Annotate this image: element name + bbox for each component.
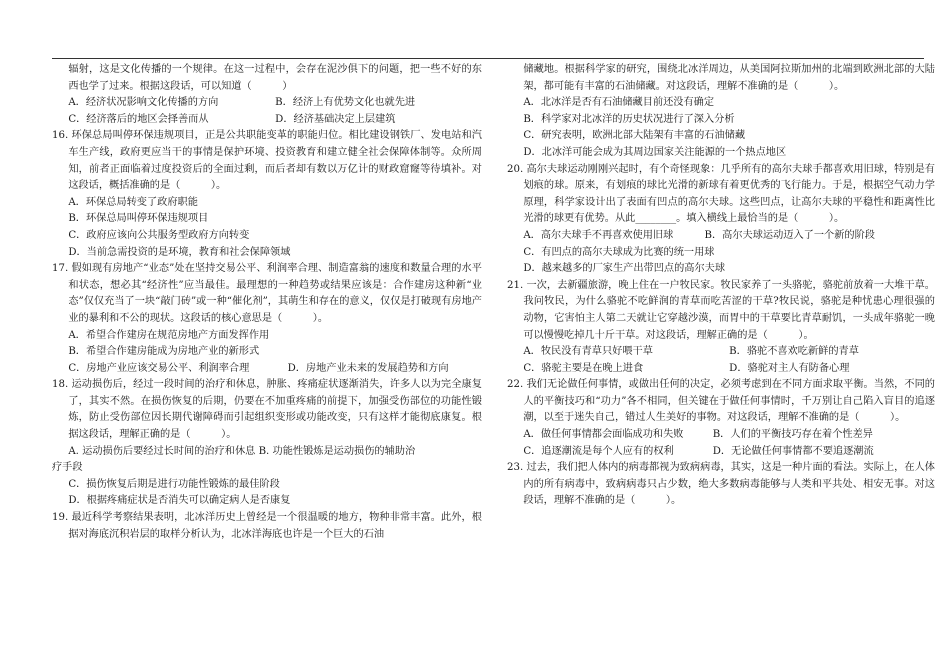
question-22-option-a: A．做任何事情都会面临成功和失败 xyxy=(523,429,684,441)
question-20-stem: 20. 高尔夫球运动刚刚兴起时，有个奇怪现象：几乎所有的高尔夫球手都喜欢用旧球，特别是有划痕的球。原来，有划痕的球比光滑的新球有着更优秀的飞行能力。于是，根据空气动力学原理，科学家设计出了表面有凹点的高尔夫球。这些凹点，让高尔夫球的平稳性和距离性比光滑的球更有优势。从此________。填入横线上最恰当的是（ ）。 xyxy=(507,163,935,225)
question-16-option-d: D．当前急需投资的是环境，教育和社会保障领域 xyxy=(68,246,291,258)
question-21-option-d: D．骆驼对主人有防备心理 xyxy=(729,362,850,374)
question-15-option-a: A．经济状况影响文化传播的方向 xyxy=(68,97,219,109)
question-15-tail: 辐射，这是文化传播的一个规律。在这一过程中，会存在泥沙俱下的问题，把一些不好的东西也学了过来。根据这段话，可以知道（ ） xyxy=(68,64,482,92)
left-column xyxy=(52,62,482,543)
question-19-option-c: C．研究表明，欧洲北部大陆架有丰富的石油储藏 xyxy=(523,130,746,142)
question-17-options-row-cd xyxy=(52,361,482,378)
question-19-option-b: B．科学家对北冰洋的历史状况进行了深入分析 xyxy=(523,113,735,125)
question-15-options-row-1 xyxy=(52,95,482,112)
question-22-stem: 22. 我们无论做任何事情，或做出任何的决定，必须考虑到在不同方面求取平衡。当然，不同的人的平衡技巧和“功力”各不相同，但关键在于做任何事情时，千万别让自己陷入盲目的追逐潮，以至于迷失自己，错过人生美好的事物。对这段话，理解不准确的是（ ）。 xyxy=(507,379,935,424)
question-15-option-c: C．经济落后的地区会择善而从 xyxy=(68,113,209,125)
question-21-stem: 21. 一次，去新疆旅游，晚上住在一户牧民家。牧民家养了一头骆驼，骆驼前放着一大堆干草。我问牧民，为什么骆驼不吃鲜润的青草而吃苦涩的干草?牧民说，骆驼是种忧患心理很强的动物，它害怕主人第二天就让它穿越沙漠，而胃中的干草要比青草耐饥，一头成年骆驼一晚可以慢慢吃掉几十斤干草。对这段话，理解正确的是（ ）。 xyxy=(507,279,935,341)
question-17-option-a: A．希望合作建房在规范房地产方面发挥作用 xyxy=(68,329,270,341)
question-22-option-d: D．无论做任何事情都不要追逐潮流 xyxy=(712,445,874,457)
question-18-option-b-tail: 疗手段 xyxy=(52,462,83,474)
question-17-option-c: C．房地产业应该交易公平、利润率合理 xyxy=(68,362,250,374)
right-column xyxy=(507,62,935,510)
question-22-option-c: C．追逐潮流是每个人应有的权利 xyxy=(523,445,674,457)
question-20-options-row-1 xyxy=(507,228,935,245)
question-18-option-ab: A. 运动损伤后要经过长时间的治疗和休息 B. 功能性锻炼是运动损伤的辅助治 xyxy=(68,445,416,457)
question-19-option-a: A．北冰洋是否有石油储藏目前还没有确定 xyxy=(523,97,715,109)
question-18-option-d: D．根据疼痛症状是否消失可以确定病人是否康复 xyxy=(68,495,291,507)
question-16-option-a: A．环保总局转变了政府职能 xyxy=(68,196,198,208)
question-23-stem: 23. 过去，我们把人体内的病毒都视为致病病毒，其实，这是一种片面的看法。实际上，在人体内的所有病毒中，致病病毒只占少数，绝大多数病毒能够与人类和平共处、相安无事。对这段话，理解不准确的是（ ）。 xyxy=(507,462,935,507)
header-rule xyxy=(52,58,924,59)
question-19-stem: 19. 最近科学考察结果表明，北冰洋历史上曾经是一个很温暖的地方，物种非常丰富。此外，根据对海底沉积岩层的取样分析认为，北冰洋海底也许是一个巨大的石油 xyxy=(52,512,482,540)
question-22-options-row-1 xyxy=(507,427,935,444)
question-22-options-row-2 xyxy=(507,444,935,461)
question-17-option-d: D．房地产业未来的发展趋势和方向 xyxy=(287,362,449,374)
question-21-option-c: C．骆驼主要是在晚上进食 xyxy=(523,362,644,374)
question-19-tail: 储藏地。根据科学家的研究，围绕北冰洋周边，从美国阿拉斯加州的北端到欧洲北部的大陆架，都可能有丰富的石油储藏。对这段话，理解不准确的是（ ）。 xyxy=(523,64,935,92)
question-16-option-b: B．环保总局叫停环保违规项目 xyxy=(68,213,209,225)
question-20-option-d: D．越来越多的厂家生产出带凹点的高尔夫球 xyxy=(523,263,726,275)
question-20-option-b: B．高尔夫球运动迈入了一个新的阶段 xyxy=(704,229,875,241)
question-21-options-row-2 xyxy=(507,361,935,378)
question-15-options-row-2 xyxy=(52,112,482,129)
question-20-option-a: A．高尔夫球手不再喜欢使用旧球 xyxy=(523,229,674,241)
question-16-option-c: C．政府应该向公共服务型政府方向转变 xyxy=(68,229,250,241)
question-21-options-row-1 xyxy=(507,344,935,361)
question-15-option-d: D．经济基础决定上层建筑 xyxy=(275,113,396,125)
question-21-option-a: A．牧民没有青草只好喂干草 xyxy=(523,346,653,358)
question-21-option-b: B．骆驼不喜欢吃新鲜的青草 xyxy=(729,346,859,358)
question-22-option-b: B．人们的平衡技巧存在着个性差异 xyxy=(712,429,873,441)
question-16-stem: 16. 环保总局叫停环保违规项目，正是公共职能变革的职能归位。相比建设钢铁厂、发电站和汽车生产线，政府更应当干的事情是保护环境、投资教育和建立健全社会保障体制等。众所周知，前者正面临着过度投资后的全面过剩，而后者却有数以万亿计的财政窟窿等待填补。对这段话，概括准确的是（ ）。 xyxy=(52,130,482,192)
question-15-option-b: B．经济上有优势文化也就先进 xyxy=(275,97,416,109)
question-17-option-b: B．希望合作建房能成为房地产业的新形式 xyxy=(68,346,260,358)
question-18-option-c: C．损伤恢复后期是进行功能性锻炼的最佳阶段 xyxy=(68,478,280,490)
question-19-option-d: D．北冰洋可能会成为其周边国家关注能源的一个热点地区 xyxy=(523,146,787,158)
question-18-stem: 18. 运动损伤后，经过一段时间的治疗和休息，肿胀、疼痛症状逐渐消失，许多人以为完全康复了，其实不然。在损伤恢复的后期，仍要在不加重疼痛的前提下，加强受伤部位的功能性锻炼，防止受伤部位因长期代谢障碍而引起组织变形或功能改变，只有这样才能彻底康复。根据这段话，理解正确的是（ ）。 xyxy=(52,379,482,441)
question-17-stem: 17. 假如现有房地产“业态”处在坚持交易公平、利润率合理、制造富翁的速度和数量合理的水平和状态，想必其“经济性”应当最佳。最理想的一种趋势或结果应该是：合作建房这种新“业态”仅仅充当了一块“敲门砖”或一种“催化剂”，其萌生和存在的意义，仅仅是打破现有房地产业的暴利和不公的现状。这段话的核心意思是（ ）。 xyxy=(52,263,482,324)
question-20-option-c: C．有凹点的高尔夫球成为比赛的统一用球 xyxy=(523,246,715,258)
